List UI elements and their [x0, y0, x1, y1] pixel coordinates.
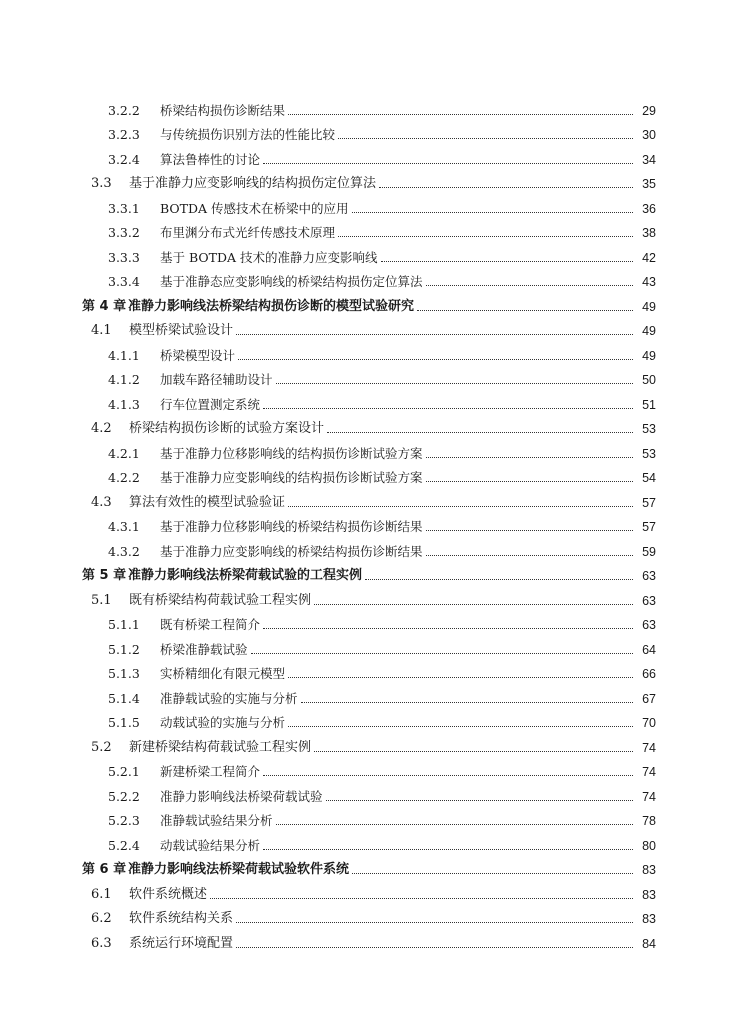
toc-entry-title: 准静载试验结果分析 [160, 813, 273, 828]
toc-entry-page-number: 83 [642, 887, 656, 902]
toc-entry-number: 4.2.1 [108, 445, 140, 461]
toc-entry-title: 新建桥梁工程简介 [160, 764, 261, 779]
toc-entry-title: 基于准静力应变影响线的结构损伤定位算法 [129, 176, 377, 191]
toc-entry-title: 与传统损伤识别方法的性能比较 [160, 127, 336, 142]
toc-entry-title: 桥梁结构损伤诊断的试验方案设计 [129, 421, 325, 436]
toc-entry-page-number: 63 [642, 569, 656, 583]
toc-entry-title: 布里渊分布式光纤传感技术原理 [160, 225, 336, 240]
toc-entry-page-number: 43 [642, 275, 656, 289]
toc-entry-number: 4.1.3 [108, 396, 140, 412]
toc-entry-page-number: 67 [642, 691, 656, 706]
toc-entry-title: 准静力影响线法桥梁荷载试验软件系统 [128, 862, 350, 877]
dot-leader [314, 751, 633, 752]
toc-entry-number: 6.2 [91, 911, 112, 926]
toc-entry-number: 5.1.4 [108, 690, 140, 706]
dot-leader [288, 114, 633, 115]
toc-entry-number: 5.1.1 [108, 617, 140, 632]
dot-leader [263, 775, 633, 776]
toc-entry [82, 683, 656, 708]
dot-leader [417, 310, 633, 311]
toc-entry-number: 3.3 [91, 176, 112, 191]
toc-entry-page-number: 50 [642, 373, 656, 387]
toc-entry-page-number: 38 [642, 226, 656, 240]
toc-entry [82, 634, 656, 659]
dot-leader [426, 530, 633, 531]
toc-entry-number: 3.3.2 [108, 225, 140, 240]
toc-entry-number: 3.2.4 [108, 151, 140, 167]
toc-entry-page-number: 36 [642, 201, 656, 216]
toc-entry [82, 316, 656, 341]
toc-entry [82, 781, 656, 806]
toc-entry-title: 准静力影响线法桥梁荷载试验的工程实例 [128, 568, 363, 583]
dot-leader [263, 628, 633, 629]
toc-entry-number: 4.3.1 [108, 519, 140, 534]
table-of-contents [82, 95, 656, 953]
toc-entry-number: 5.1 [91, 592, 112, 608]
toc-entry-title: 实桥精细化有限元模型 [160, 666, 286, 681]
toc-entry [82, 561, 656, 586]
toc-entry-page-number: 42 [642, 250, 656, 265]
toc-entry-title: 既有桥梁工程简介 [160, 617, 261, 632]
toc-entry-title: 新建桥梁结构荷载试验工程实例 [129, 739, 312, 755]
toc-entry-title: 桥梁结构损伤诊断结果 [160, 102, 286, 118]
dot-leader [236, 947, 633, 948]
toc-entry-number: 5.2.2 [108, 788, 140, 804]
dot-leader [238, 359, 633, 360]
toc-entry-title: 行车位置测定系统 [160, 396, 261, 412]
toc-entry-number: 第 6 章 [82, 862, 127, 877]
toc-entry-page-number: 63 [642, 618, 656, 632]
toc-entry-number: 3.2.3 [108, 127, 140, 142]
toc-entry-title: 既有桥梁结构荷载试验工程实例 [129, 592, 312, 608]
dot-leader [379, 187, 633, 188]
toc-entry [82, 659, 656, 684]
toc-entry-title: 算法鲁棒性的讨论 [160, 151, 261, 167]
dot-leader [352, 873, 633, 874]
dot-leader [338, 236, 633, 237]
toc-entry [82, 120, 656, 145]
dot-leader [236, 334, 633, 335]
dot-leader [352, 212, 633, 213]
toc-entry-page-number: 83 [642, 912, 656, 926]
toc-entry-page-number: 83 [642, 863, 656, 877]
dot-leader [426, 555, 633, 556]
toc-entry-title: 基于准静力应变影响线的结构损伤诊断试验方案 [160, 470, 423, 485]
toc-entry-page-number: 78 [642, 814, 656, 828]
dot-leader [288, 726, 633, 727]
toc-entry [82, 144, 656, 169]
toc-entry-page-number: 64 [642, 642, 656, 657]
toc-entry-title: 软件系统概述 [129, 886, 208, 902]
toc-entry [82, 585, 656, 610]
toc-entry [82, 340, 656, 365]
toc-entry [82, 463, 656, 488]
dot-leader [381, 261, 634, 262]
toc-entry-number: 6.3 [91, 935, 112, 951]
toc-entry-title: 基于准静力位移影响线的桥梁结构损伤诊断结果 [160, 519, 423, 534]
toc-entry-page-number: 35 [642, 177, 656, 191]
toc-entry [82, 830, 656, 855]
toc-entry-title: 软件系统结构关系 [129, 911, 234, 926]
toc-entry-number: 3.2.2 [108, 102, 140, 118]
dot-leader [426, 481, 633, 482]
toc-entry [82, 389, 656, 414]
toc-entry [82, 928, 656, 953]
dot-leader [263, 163, 633, 164]
toc-entry-page-number: 49 [642, 324, 656, 338]
toc-entry-title: 基于准静态应变影响线的桥梁结构损伤定位算法 [160, 274, 423, 289]
toc-entry-number: 5.2.4 [108, 837, 140, 853]
dot-leader [263, 408, 633, 409]
toc-entry [82, 757, 656, 782]
toc-entry-title: 模型桥梁试验设计 [129, 323, 234, 338]
toc-entry-title: 加载车路径辅助设计 [160, 372, 273, 387]
toc-entry-page-number: 70 [642, 716, 656, 730]
toc-entry [82, 855, 656, 880]
toc-entry [82, 414, 656, 439]
toc-entry-title: 动载试验结果分析 [160, 837, 261, 853]
toc-entry [82, 708, 656, 733]
toc-entry-title: 准静力影响线法桥梁荷载试验 [160, 788, 323, 804]
toc-entry-number: 5.2.1 [108, 764, 140, 779]
toc-entry-title: 基于 BOTDA 技术的准静力应变影响线 [160, 249, 378, 265]
toc-entry-page-number: 34 [642, 152, 656, 167]
toc-entry-title: 基于准静力位移影响线的结构损伤诊断试验方案 [160, 445, 423, 461]
toc-entry-number: 3.3.3 [108, 249, 140, 265]
toc-entry-title: 准静载试验的实施与分析 [160, 690, 298, 706]
toc-entry-number: 3.3.1 [108, 200, 140, 216]
toc-entry-page-number: 30 [642, 128, 656, 142]
dot-leader [276, 383, 633, 384]
dot-leader [365, 579, 633, 580]
toc-entry-title: 基于准静力应变影响线的桥梁结构损伤诊断结果 [160, 543, 423, 559]
toc-entry-title: 算法有效性的模型试验验证 [129, 494, 286, 510]
toc-entry [82, 487, 656, 512]
toc-entry-number: 5.2 [91, 739, 112, 755]
toc-entry [82, 610, 656, 635]
toc-entry [82, 732, 656, 757]
dot-leader [210, 898, 633, 899]
toc-entry-page-number: 63 [642, 593, 656, 608]
dot-leader [426, 285, 633, 286]
dot-leader [327, 432, 633, 433]
toc-entry-number: 4.1 [91, 323, 112, 338]
toc-entry [82, 438, 656, 463]
toc-entry-page-number: 66 [642, 667, 656, 681]
toc-entry-number: 5.1.3 [108, 666, 140, 681]
toc-entry-page-number: 53 [642, 446, 656, 461]
toc-entry [82, 169, 656, 194]
toc-entry-number: 5.2.3 [108, 813, 140, 828]
toc-entry-title: 动载试验的实施与分析 [160, 715, 286, 730]
toc-entry-page-number: 80 [642, 838, 656, 853]
toc-entry-number: 5.1.5 [108, 715, 140, 730]
dot-leader [251, 653, 633, 654]
toc-entry-page-number: 57 [642, 520, 656, 534]
toc-entry-number: 4.3.2 [108, 543, 140, 559]
toc-entry [82, 365, 656, 390]
toc-entry-number: 3.3.4 [108, 274, 140, 289]
toc-entry-number: 6.1 [91, 886, 112, 902]
toc-entry-title: 桥梁模型设计 [160, 347, 236, 363]
toc-entry [82, 879, 656, 904]
toc-entry-title: 桥梁准静载试验 [160, 641, 248, 657]
toc-entry-number: 4.1.2 [108, 372, 140, 387]
toc-entry-title: 系统运行环境配置 [129, 935, 234, 951]
dot-leader [276, 824, 633, 825]
toc-entry [82, 806, 656, 831]
dot-leader [326, 800, 633, 801]
dot-leader [426, 457, 633, 458]
toc-entry-number: 4.3 [91, 494, 112, 510]
toc-entry [82, 218, 656, 243]
dot-leader [236, 922, 633, 923]
toc-entry-number: 5.1.2 [108, 641, 140, 657]
dot-leader [288, 677, 633, 678]
toc-entry-page-number: 53 [642, 422, 656, 436]
toc-entry [82, 904, 656, 929]
toc-entry-page-number: 57 [642, 495, 656, 510]
toc-entry [82, 95, 656, 120]
toc-entry-page-number: 51 [642, 397, 656, 412]
toc-entry [82, 267, 656, 292]
toc-entry-number: 4.2 [91, 421, 112, 436]
toc-entry-page-number: 49 [642, 299, 656, 314]
dot-leader [263, 849, 633, 850]
toc-entry-number: 4.2.2 [108, 470, 140, 485]
toc-entry-number: 第 5 章 [82, 568, 127, 583]
toc-entry-page-number: 59 [642, 544, 656, 559]
toc-entry-page-number: 29 [642, 103, 656, 118]
dot-leader [338, 138, 633, 139]
toc-entry [82, 242, 656, 267]
toc-entry-page-number: 74 [642, 740, 656, 755]
toc-entry-page-number: 84 [642, 936, 656, 951]
toc-entry-title: 准静力影响线法桥梁结构损伤诊断的模型试验研究 [128, 298, 415, 314]
toc-entry-page-number: 49 [642, 348, 656, 363]
toc-entry-page-number: 74 [642, 765, 656, 779]
toc-entry [82, 512, 656, 537]
toc-entry [82, 193, 656, 218]
dot-leader [301, 702, 633, 703]
toc-entry-number: 第 4 章 [82, 298, 127, 314]
toc-entry [82, 536, 656, 561]
toc-entry-title: BOTDA 传感技术在桥梁中的应用 [160, 200, 349, 216]
toc-entry-page-number: 74 [642, 789, 656, 804]
toc-entry [82, 291, 656, 316]
dot-leader [314, 604, 633, 605]
toc-entry-page-number: 54 [642, 471, 656, 485]
dot-leader [288, 506, 633, 507]
toc-entry-number: 4.1.1 [108, 347, 140, 363]
